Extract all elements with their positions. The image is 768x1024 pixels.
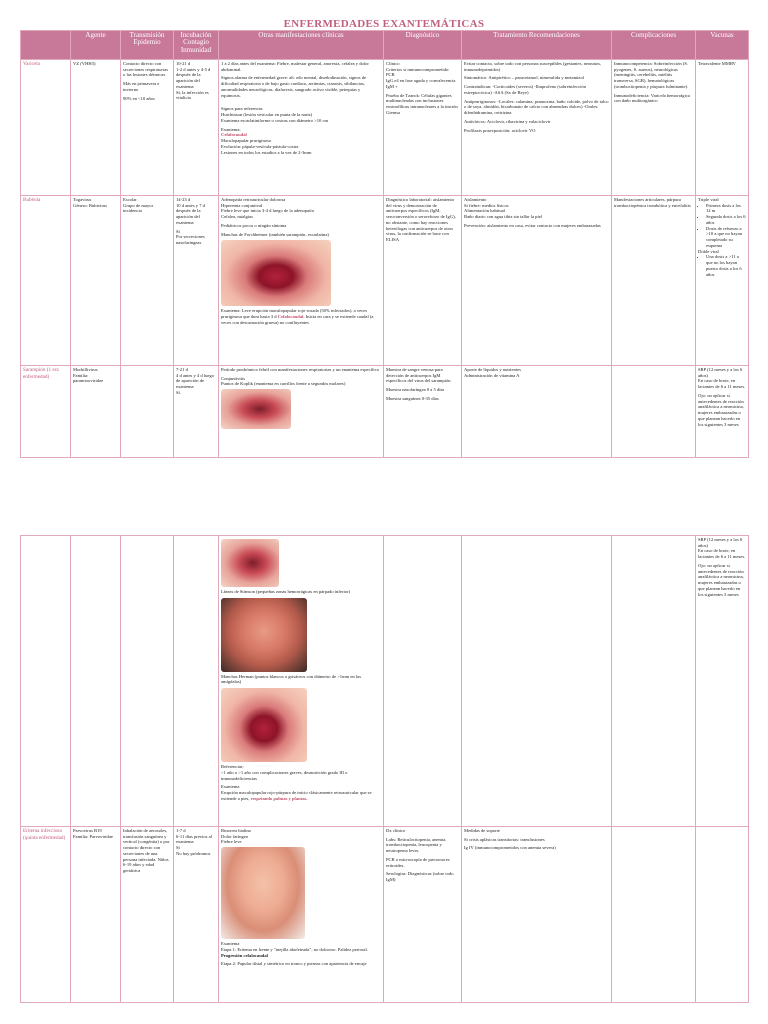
tratamiento-cell: Medidas de soporte Si crisis aplásicas transitorias: transfusiones Ig IV (inmunocomprometidos con anemia severa) (462, 827, 612, 1003)
complicaciones-cell: Inmunocompetencia: Sobreinfección (S. pyogenes, S. aureus), neurológicas (meningitis, cerebelitis, mielitis transversa, SGB), hematológicas (trombocitopenia y púrpura fulminante). Inmunodeficiencia: Varicela hemorrágica con daño multiorgánico (612, 60, 696, 196)
agente-cell: Togavirus Género: Rubivirus (71, 196, 121, 366)
herman-spots-image (221, 688, 307, 762)
forchheimer-spots-image (221, 240, 331, 306)
koplik-spots-image (221, 389, 291, 429)
table-row-rubeola (21, 196, 749, 366)
diagnostico-cell: Muestra de sangre venosa para detección de anticuerpos IgM específicos del virus del sarampión Muestra nasofaríngea 0 a 5 días Muestra sanguínea 0-35 días (384, 366, 462, 458)
table-row-sarampion (21, 366, 749, 458)
table-row-sarampion-cont (21, 536, 749, 827)
incubacion-cell: 1-7 d 6-11 días previos al exantema Sí No hay pródromos (174, 827, 219, 1003)
table-row-varicela (21, 60, 749, 196)
tratamiento-cell: Aporte de líquidos y nutrientes Administración de vitamina A (462, 366, 612, 458)
header-tratamiento: Tratamiento Recomendaciones (462, 31, 612, 60)
vacunas-cell (696, 827, 749, 1003)
clinica-cell: 1 a 2 días antes del exantema: Fiebre, malestar general, anorexia, cefalea y dolor abdominal. Signos alarma de enfermedad grave: alt. edo mental, diseñodinación, signos de dificultad respiratoria o de bajo gasto cardíaco, arritmias, cianosis, sibilancias, anormalidades neurológicas, diaforesis, sangrado activo visible, petequias y equimosis. Signos para referencia: Hutchinson (lesión vesicular en punta de la nariz) Exantema escarlatiniforme o costras con diámetro >10 cm Exantema: Cefalocaudal Maculopapular pruriginoso Evolución: pápula-vesícula-pústula-costra Lesiones en todos los estadios a la vez de 2-3mm (219, 60, 384, 196)
header-vacunas: Vacunas (696, 31, 749, 60)
measles-rash-face-image (221, 598, 307, 672)
disease-name: Varicela (21, 60, 71, 196)
diagnostico-cell: Dx clínico Labs: Reticulocitopenia, anemia, trombocitopenia, leucopenia y neutropenia leves. PCR o microscopía de precursores eritroides. Serologías: Diagnósticas (sobre todo IgM) (384, 827, 462, 1003)
vacunas-cell: Tetravalente MMRV (696, 60, 749, 196)
incubacion-cell: 10-21 d 1-2 d antes y 4-5 d después de la aparición del exantema Sí, la infección es vitalicia (174, 60, 219, 196)
transmision-cell: Inhalación de aerosoles, transfusión sanguínea y vertical (congénita) o por contacto directo con secreciones de una persona infectada. Niños 6-19 años y edad geriátrica (121, 827, 174, 1003)
incubacion-cell: 14-23 d 10 d antes y 7 d después de la aparición del exantema Sí Por secreciones nasofaríngeas (174, 196, 219, 366)
diseases-table-page-1 (20, 30, 749, 458)
disease-name: Sarampión (1 era enfermedad) (21, 366, 71, 458)
transmision-cell: Contacto directo con secreciones respiratorias o las lesiones dérmicas Más en primavera e invierno 90% en <10 años (121, 60, 174, 196)
incubacion-cell: 7-21 d 4 d antes y 4 d luego de aparición de exantema Sí. (174, 366, 219, 458)
header-disease (21, 31, 71, 60)
diseases-table-page-2 (20, 535, 749, 1003)
complicaciones-cell (612, 366, 696, 458)
agente-cell: Parvovirus B19 Familia: Parvoviridae (71, 827, 121, 1003)
slapped-cheek-image (221, 847, 305, 939)
agente-cell: Morbillivirus Familia: paramixoviridae (71, 366, 121, 458)
tratamiento-cell: Aislamiento Si fiebre: medios físicos Alimentación habitual Baño diario con agua tibia sin tallar la piel Prevención: aislamiento en casa, evitar contacto con mujeres embarazadas (462, 196, 612, 366)
header-complicaciones: Complicaciones (612, 31, 696, 60)
diagnostico-cell: Diagnóstico laboratorial: aislamiento del virus y demostración de anticuerpos específicos (IgM, seroconversión o seroreforzo de IgG), no obstante, como hay reacciones heterólogas con anticuerpos de otros virus, la confirmación se hace con ELISA (384, 196, 462, 366)
header-transmision: Transmisión Epidemio (121, 31, 174, 60)
transmision-cell (121, 366, 174, 458)
clinica-cell: Rinorrea hialina Dolor faríngeo Fiebre leve Exantema Etapa 1: Eritema en frente y "mejilla abofeteada", no doloroso. Palidez perioral. Progresión cefalocaudal Etapa 2: Papular distal y simétrico en tronco y piernas con apariencia de encaje (219, 827, 384, 1003)
clinica-cell: Líneas de Stimson (pequeñas zonas hemorrágicas en párpado inferior) Manchas Herman (puntos blancos o grisáceos con diámetro de >1mm en las amígdalas) Referenciar: <1 año o >1 año con complicaciones graves, desnutrición grado III o inmunodeficiencias Exantema Erupción maculopapular rojo-púrpura de inicio clásicamente retroauricular que se extiende a pies, respetando palmas y plantas. (219, 536, 384, 827)
table-row-eritema (21, 827, 749, 1003)
clinica-cell: Adenopatía retroauricular dolorosa Hiperemia conjuntival Fiebre leve que inicia 3-4 d luego de la adenopatía Cefalea, mialgias Pediátricos pocos o ningún síntoma Manchas de Forchheimer (también sarampión, escarlatina) Exantema: Leve erupción maculopapular rojo-rosada (50% infectados), a veces pruriginosa que dura hasta 3 d Cefalocaudal. Inicia en cara y se extiende caudal (a veces con descamación gruesa) no confluyentes (219, 196, 384, 366)
complicaciones-cell (612, 827, 696, 1003)
vacunas-cell: Triple viral • Primera dosis a los 12 m • Segunda dosis a los 6 años • Dosis de refuerzo a >10 a que no hayan completado su esquema Doble viral • Una dosis a >11 a que no los hayan puesto dosis a los 6 años (696, 196, 749, 366)
vacunas-cell: SRP (12 meses y a los 6 años) En caso de brote, en lactantes de 6 a 11 meses. Ojo: no aplicar si antecedentes de reacción anafiláctica a neomicina, mujeres embarazadas o que planean hacerlo en los siguientes 3 meses (696, 366, 749, 458)
header-incubacion: Incubación Contagio Inmunidad (174, 31, 219, 60)
diagnostico-cell: Clínico Criterios si inmunocomprometido: PCR IgG e4 en fase aguda y convalecencia IgM + Prueba de Tzanck: Células gigantes multinucleadas con inclusiones eosinofílicas intranucleares a la tinción Giemsa (384, 60, 462, 196)
table-header-row (21, 31, 749, 60)
header-agente: Agente (71, 31, 121, 60)
complicaciones-cell: Manifestaciones articulares, púrpura trombocitopénica trombótica y encefalitis (612, 196, 696, 366)
clinica-cell: Período prodrómico febril con manifestaciones respiratorias y un enantema específico Conjuntivitis Puntos de Koplik (enantema en carrillos frente a segundos molares) (219, 366, 384, 458)
page-title: ENFERMEDADES EXANTEMÁTICAS (283, 18, 485, 30)
tratamiento-cell: Evitar contacto, sobre todo con personas susceptibles (gestantes, neonatos, inmunodeprimidos) Sintomático: Antipirético – paracetamol, nimesulida y metamizol Contraindican: -Corticoides (severos) -Ibuprofeno (sobreinfección estreptocócica) -ASA (Sx de Reye) Antipruriginosos: -Locales: calamina, pramoxina, baño coloide, polvo de talco o de soya, almidón, bicarbonato de calcio con almendras dulces) -Orales: difenhidramina, cetirizina Antivíricos: Aciclovir, ribavirina y valaciclovir Profilaxis posexposición: aciclovir VO (462, 60, 612, 196)
vacunas-cell: SRP (12 meses y a los 6 años) En caso de brote, en lactantes de 6 a 11 meses. Ojo: no aplicar si antecedentes de reacción anafiláctica a neomicina, mujeres embarazadas o que planean hacerlo en los siguientes 3 meses (696, 536, 749, 827)
disease-name: Eritema infeccioso (quinta enfermedad) (21, 827, 71, 1003)
transmision-cell: Escolar Grupo de mayor incidencia (121, 196, 174, 366)
stimson-lines-image (221, 539, 279, 587)
agente-cell: VZ (VHH3) (71, 60, 121, 196)
header-clinica: Otras manifestaciones clínicas (219, 31, 384, 60)
disease-name: Rubéola (21, 196, 71, 366)
header-diagnostico: Diagnóstico (384, 31, 462, 60)
